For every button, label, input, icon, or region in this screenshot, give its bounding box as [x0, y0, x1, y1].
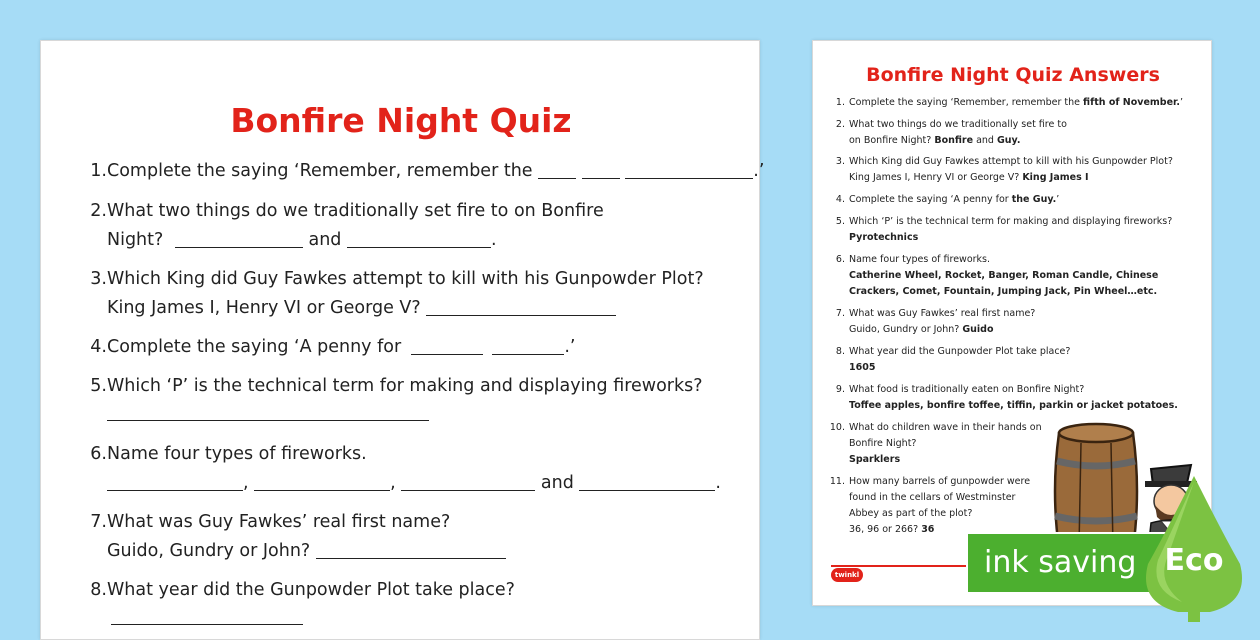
answer-question: Which King did Guy Fawkes attempt to kill with his Gunpowder Plot?	[849, 156, 1173, 167]
answer-question: Abbey as part of the plot?	[849, 508, 973, 519]
answer-value: Guido	[962, 324, 994, 335]
question-text: King James I, Henry VI or George V?	[107, 298, 421, 318]
answer-value: Sparklers	[849, 454, 901, 465]
answer-number: 11.	[829, 476, 845, 487]
answer-blank	[582, 161, 620, 179]
quiz-worksheet	[40, 40, 765, 640]
answer-number: 6.	[835, 254, 845, 265]
answer-question: What year did the Gunpowder Plot take place?	[849, 346, 1071, 357]
answer-number: 5.	[835, 216, 845, 227]
question-number: 7.	[90, 512, 107, 532]
eco-leaf-icon	[1138, 472, 1250, 622]
answer-value: Guy.	[997, 135, 1021, 146]
question-text: Night?	[107, 230, 164, 250]
answer-number: 2.	[835, 119, 845, 130]
answer-value: 36	[921, 524, 935, 535]
question-text-end: .	[715, 473, 721, 493]
answer-value: King James I	[1022, 172, 1089, 183]
answer-value: fifth of November.	[1083, 97, 1180, 108]
answer-number: 10.	[829, 422, 845, 433]
answer-blank	[625, 161, 753, 179]
answer-end: ’	[1056, 194, 1060, 205]
answer-blank	[579, 473, 715, 491]
answer-blank	[538, 161, 576, 179]
question-number: 2.	[90, 201, 107, 221]
answer-question: found in the cellars of Westminster	[849, 492, 1016, 503]
question-text: What year did the Gunpowder Plot take place?	[107, 580, 515, 600]
answer-blank	[426, 298, 616, 316]
question-text-end: .’	[753, 161, 765, 181]
answer-question: Name four types of fireworks.	[849, 254, 991, 265]
answer-question: What was Guy Fawkes’ real first name?	[849, 308, 1036, 319]
answer-number: 9.	[835, 384, 845, 395]
question-text: Complete the saying ‘Remember, remember the	[107, 161, 533, 181]
question-text: Guido, Gundry or John?	[107, 541, 311, 561]
answer-question: Bonfire Night?	[849, 438, 917, 449]
answer-end: ’	[1180, 97, 1184, 108]
question-text: and	[308, 230, 342, 250]
answer-number: 7.	[835, 308, 845, 319]
answer-number: 8.	[835, 346, 845, 357]
question-text: What two things do we traditionally set fire to on Bonfire	[107, 201, 604, 221]
barrel-icon	[1055, 424, 1137, 549]
ink-saving-label: ink saving	[984, 545, 1137, 580]
separator: and	[540, 473, 574, 493]
question-number: 5.	[90, 376, 107, 396]
twinkl-logo: twinkl	[831, 568, 863, 582]
answer-blank	[107, 473, 243, 491]
question-text: Name four types of fireworks.	[107, 444, 367, 464]
answer-blank	[107, 419, 429, 421]
question-number: 6.	[90, 444, 107, 464]
answer-question: on Bonfire Night?	[849, 135, 932, 146]
answer-blank	[492, 337, 564, 355]
answer-value: Bonfire	[934, 135, 974, 146]
answer-question: King James I, Henry VI or George V?	[849, 172, 1020, 183]
answer-blank	[347, 230, 491, 248]
answer-number: 3.	[835, 156, 845, 167]
question-number: 8.	[90, 580, 107, 600]
answer-value: the Guy.	[1011, 194, 1057, 205]
answer-question: What do children wave in their hands on	[849, 422, 1042, 433]
question-text: What was Guy Fawkes’ real first name?	[107, 512, 451, 532]
question-number: 3.	[90, 269, 107, 289]
answer-number: 1.	[835, 97, 845, 108]
answer-question: Complete the saying ‘Remember, remember the	[849, 97, 1081, 108]
question-text: Complete the saying ‘A penny for	[107, 337, 402, 357]
answer-question: Complete the saying ‘A penny for	[849, 194, 1009, 205]
question-text: Which King did Guy Fawkes attempt to kill with his Gunpowder Plot?	[107, 269, 704, 289]
question-text: Which ‘P’ is the technical term for making and displaying fireworks?	[107, 376, 703, 396]
answers-title: Bonfire Night Quiz Answers	[866, 64, 1160, 86]
answer-question: How many barrels of gunpowder were	[849, 476, 1031, 487]
question-text-end: .’	[564, 337, 576, 357]
answer-value: Crackers, Comet, Fountain, Jumping Jack, Pin Wheel…etc.	[849, 286, 1158, 297]
answer-question: and	[976, 135, 994, 146]
answer-blank	[254, 473, 390, 491]
answer-blank	[111, 623, 303, 625]
answer-question: 36, 96 or 266?	[849, 524, 919, 535]
answer-question: What two things do we traditionally set fire to	[849, 119, 1067, 130]
separator: ,	[243, 473, 249, 493]
answer-blank	[411, 337, 483, 355]
answer-value: 1605	[849, 362, 876, 373]
answer-blank	[316, 541, 506, 559]
answer-value: Pyrotechnics	[849, 232, 919, 243]
answer-question: Guido, Gundry or John?	[849, 324, 960, 335]
answer-value: Toffee apples, bonfire toffee, tiffin, parkin or jacket potatoes.	[849, 400, 1178, 411]
answer-question: What food is traditionally eaten on Bonfire Night?	[849, 384, 1085, 395]
question-number: 4.	[90, 337, 107, 357]
answer-question: Which ‘P’ is the technical term for making and displaying fireworks?	[849, 216, 1173, 227]
answer-blank	[401, 473, 535, 491]
answer-value: Catherine Wheel, Rocket, Banger, Roman Candle, Chinese	[849, 270, 1159, 281]
answer-blank	[175, 230, 303, 248]
separator: ,	[390, 473, 396, 493]
question-number: 1.	[90, 161, 107, 181]
question-text-end: .	[490, 230, 497, 250]
quiz-title: Bonfire Night Quiz	[230, 101, 572, 140]
eco-label: Eco	[1164, 543, 1224, 578]
answer-number: 4.	[835, 194, 845, 205]
